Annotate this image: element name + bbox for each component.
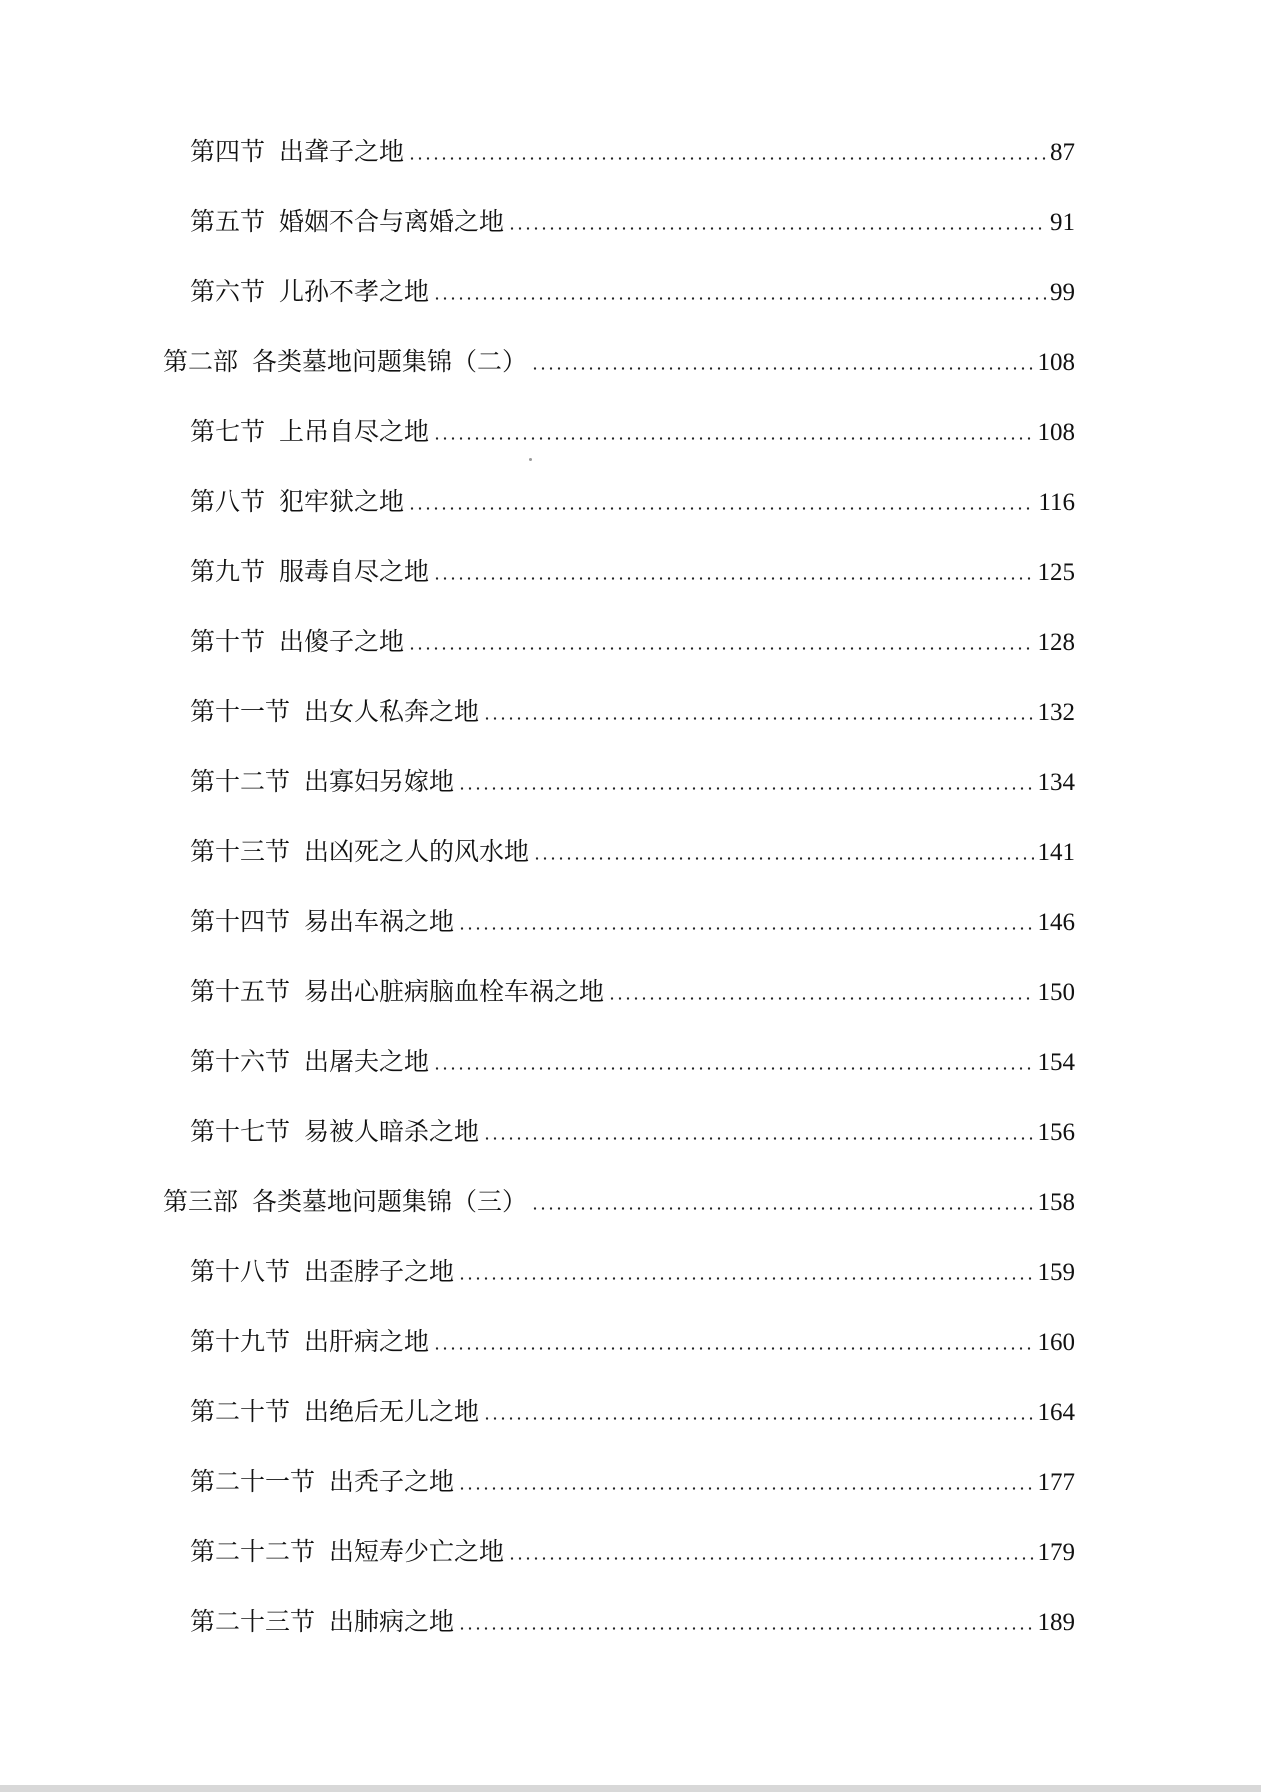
toc-entry-title: 出女人私奔之地 [304, 697, 480, 726]
toc-entry-page: 159 [1037, 1259, 1075, 1286]
toc-entry-number: 第五节 [190, 207, 266, 236]
toc-entry[interactable] [190, 1042, 1075, 1082]
toc-entry-page: 179 [1037, 1539, 1075, 1566]
toc-entry-page: 141 [1037, 839, 1075, 866]
toc-entry[interactable] [190, 552, 1075, 592]
toc-entry[interactable] [190, 1322, 1075, 1362]
toc-part-page: 158 [1037, 1189, 1075, 1216]
dot-leader [408, 157, 1046, 160]
toc-entry[interactable] [190, 132, 1075, 172]
dot-leader [433, 577, 1033, 580]
toc-entry-number: 第二十节 [190, 1397, 291, 1426]
toc-entry-title: 出肝病之地 [304, 1327, 430, 1356]
toc-entry-title: 出肺病之地 [329, 1607, 455, 1636]
toc-entry-title: 出短寿少亡之地 [329, 1537, 505, 1566]
toc-entry-number: 第十五节 [190, 977, 291, 1006]
toc-entry-number: 第二十三节 [190, 1607, 316, 1636]
toc-entry-page: 146 [1037, 909, 1075, 936]
toc-part-heading[interactable] [163, 1182, 1075, 1222]
toc-entry-page: 128 [1037, 629, 1075, 656]
toc-entry-title: 出聋子之地 [279, 137, 405, 166]
toc-entry-page: 156 [1037, 1119, 1075, 1146]
toc-part-page: 108 [1037, 349, 1075, 376]
dot-leader [533, 857, 1033, 860]
toc-part-number: 第二部 [163, 347, 239, 376]
toc-entry-title: 易被人暗杀之地 [304, 1117, 480, 1146]
toc-entry-number: 第九节 [190, 557, 266, 586]
toc-entry[interactable] [190, 1462, 1075, 1502]
toc-entry[interactable] [190, 692, 1075, 732]
toc-entry[interactable] [190, 832, 1075, 872]
toc-entry-number: 第十七节 [190, 1117, 291, 1146]
toc-entry-title: 儿孙不孝之地 [279, 277, 430, 306]
toc-entry-number: 第八节 [190, 487, 266, 516]
toc-entry-title: 犯牢狱之地 [279, 487, 405, 516]
dot-leader [433, 1067, 1033, 1070]
dot-leader [508, 1557, 1033, 1560]
toc-entry-number: 第十八节 [190, 1257, 291, 1286]
toc-entry-page: 108 [1037, 419, 1075, 446]
scan-speck [529, 458, 532, 461]
dot-leader [458, 1487, 1033, 1490]
toc-entry[interactable] [190, 1392, 1075, 1432]
dot-leader [433, 297, 1046, 300]
toc-entry-page: 125 [1037, 559, 1075, 586]
toc-entry-page: 87 [1050, 139, 1075, 166]
dot-leader [408, 507, 1034, 510]
toc-entry[interactable] [190, 1602, 1075, 1642]
toc-entry-number: 第二十二节 [190, 1537, 316, 1566]
toc-entry-page: 189 [1037, 1609, 1075, 1636]
toc-entry[interactable] [190, 762, 1075, 802]
toc-entry-number: 第十二节 [190, 767, 291, 796]
toc-entry-title: 出秃子之地 [329, 1467, 455, 1496]
toc-entry-title: 出凶死之人的风水地 [304, 837, 530, 866]
toc-entry-page: 164 [1037, 1399, 1075, 1426]
toc-entry-number: 第十四节 [190, 907, 291, 936]
toc-entry[interactable] [190, 972, 1075, 1012]
toc-entry-number: 第十九节 [190, 1327, 291, 1356]
toc-entry-title: 上吊自尽之地 [279, 417, 430, 446]
toc-entry-number: 第十三节 [190, 837, 291, 866]
dot-leader [483, 717, 1033, 720]
toc-entry-page: 116 [1038, 489, 1075, 516]
toc-entry-title: 出歪脖子之地 [304, 1257, 455, 1286]
toc-entry-page: 154 [1037, 1049, 1075, 1076]
toc-entry[interactable] [190, 1252, 1075, 1292]
toc-part-heading[interactable] [163, 342, 1075, 382]
dot-leader [483, 1417, 1033, 1420]
dot-leader [483, 1137, 1033, 1140]
toc-entry-title: 出绝后无儿之地 [304, 1397, 480, 1426]
toc-entry-number: 第二十一节 [190, 1467, 316, 1496]
dot-leader [508, 227, 1046, 230]
toc-entry-page: 99 [1050, 279, 1075, 306]
toc-entry[interactable] [190, 622, 1075, 662]
toc-part-title: 各类墓地问题集锦（三） [252, 1187, 528, 1216]
dot-leader [458, 1627, 1033, 1630]
dot-leader [458, 927, 1033, 930]
dot-leader [531, 367, 1033, 370]
toc-entry[interactable] [190, 902, 1075, 942]
toc-entry-title: 出屠夫之地 [304, 1047, 430, 1076]
toc-entry-page: 177 [1037, 1469, 1075, 1496]
toc-part-title: 各类墓地问题集锦（二） [252, 347, 528, 376]
toc-entry-number: 第十六节 [190, 1047, 291, 1076]
toc-entry-title: 出寡妇另嫁地 [304, 767, 455, 796]
dot-leader [458, 787, 1033, 790]
scan-edge [0, 1785, 1261, 1792]
toc-entry-page: 150 [1037, 979, 1075, 1006]
dot-leader [408, 647, 1033, 650]
toc-entry[interactable] [190, 272, 1075, 312]
toc-entry-number: 第七节 [190, 417, 266, 446]
toc-entry[interactable] [190, 1532, 1075, 1572]
toc-part-number: 第三部 [163, 1187, 239, 1216]
toc-entry-number: 第四节 [190, 137, 266, 166]
toc-entry-number: 第六节 [190, 277, 266, 306]
dot-leader [433, 1347, 1033, 1350]
dot-leader [458, 1277, 1033, 1280]
toc-entry-title: 婚姻不合与离婚之地 [279, 207, 505, 236]
toc-entry-page: 160 [1037, 1329, 1075, 1356]
dot-leader [608, 997, 1033, 1000]
toc-entry[interactable] [190, 482, 1075, 522]
toc-entry-page: 134 [1037, 769, 1075, 796]
dot-leader [433, 437, 1033, 440]
toc-entry-page: 91 [1050, 209, 1075, 236]
toc-entry-number: 第十节 [190, 627, 266, 656]
dot-leader [531, 1207, 1033, 1210]
toc-entry-title: 出傻子之地 [279, 627, 405, 656]
toc-entry-number: 第十一节 [190, 697, 291, 726]
toc-entry[interactable] [190, 412, 1075, 452]
toc-entry[interactable] [190, 202, 1075, 242]
toc-entry[interactable] [190, 1112, 1075, 1152]
toc-entry-title: 易出心脏病脑血栓车祸之地 [304, 977, 605, 1006]
toc-entry-title: 服毒自尽之地 [279, 557, 430, 586]
toc-entry-title: 易出车祸之地 [304, 907, 455, 936]
toc-entry-page: 132 [1037, 699, 1075, 726]
